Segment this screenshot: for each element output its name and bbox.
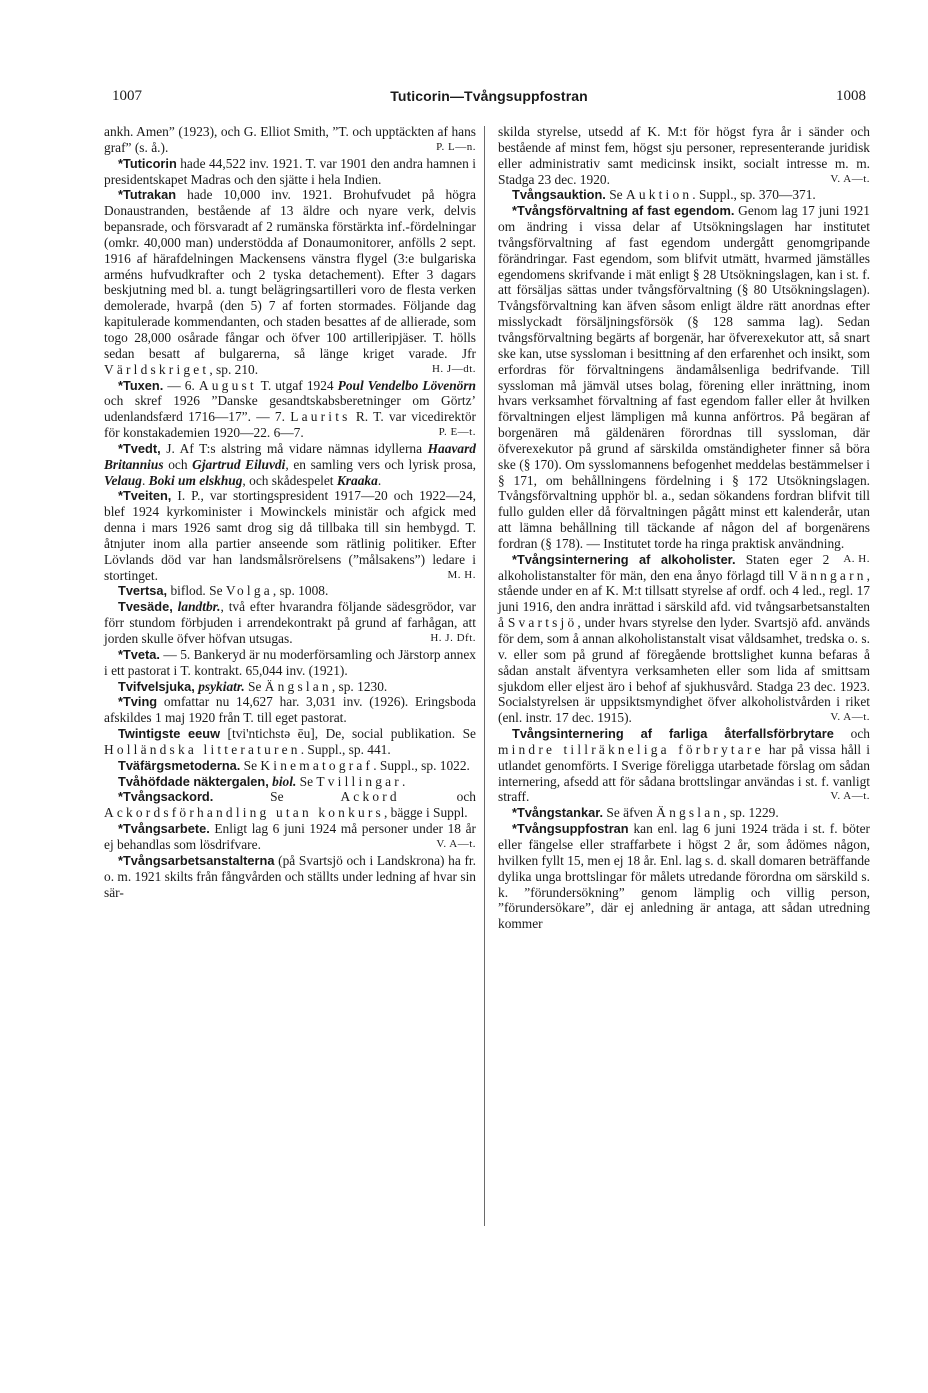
entry-tvangsforvaltning: *Tvångsförvaltning af fast egendom. Genom lag 17 juni 1921 om ändring i vissa delar af Utsökningslagen har institutet tvångsförvaltning af fast egendom undergått genomgripande förändringar. Fast egendom, som blifvit utmätt, hvarmed jämställes egendomens skrifvande i mät enligt § 28 Utsökningslagen, kan i st. f. att försäljas sättas under tvångsförvaltning (§ 80 Utsökningslagen). Tvångsförvaltning kan äfven såsom enligt äldre rätt anordnas efter misslyckadt försäljningsförsök (§ 128 samma lag). Sedan tvångsförvaltning begärts af borgenär, har öfverexekutor att, så snart ske kan, utse syssloman i besittning af den erfarenhet och insikt, som erfordras för förvaltningens ändamålsenliga bedrifvande. Till syssloman må jämväl utses bolag, förening eller inrättning, inom hvars verksamhet förvaltning af fast egendom faller eller åt hvilken förvaltningen eljest lämpligen må kunna anförtros. På begäran af borgenären må gäldenären förordnas till syssloman, där öfverexekutor på grund af särskilda omständigheter finner så böra ske (§ 170). Om sysslomannens befogenhet meddelas bestämmelser i § 171, om behållningens fördelning i § 172 Utsökningslagen. Tvångsförvaltning upphör bl. a., sedan sökandens fordran blifvit till fullo gulden eller då förvaltningen pågått minst ett kalenderår, utan att lämna behållning till täckande af någon del af borgenärens fordran (§ 178). — Institutet torde ha ringa praktisk användning. A. H. (498, 203, 870, 552)
author-signature: A. H. (843, 552, 870, 565)
entry-tvangsinternering-aterfallsforbrytare: Tvångsinternering af farliga återfallsförbrytare och mindre tillräkneliga förbrytare har på vissa håll i utlandet genomförts. I Sverige föreligga utarbetade förslag om sådan internering, afsedd att för sådana brottslingar användas i st. f. vanligt straff. V. A—t. (498, 726, 870, 805)
author-signature: V. A—t. (830, 711, 870, 724)
headword: *Tveiten, (118, 488, 172, 504)
headword: *Tvångsarbete. (118, 821, 210, 837)
author-signature: V. A—t. (436, 837, 476, 850)
entry-tuticorin: *Tuticorin hade 44,522 inv. 1921. T. var 1901 den andra hamnen i presidentskapet Madras och den sjätte i hela Indien. (104, 155, 476, 187)
page-header (112, 88, 866, 112)
headword: *Tutrakan (118, 187, 177, 203)
headword: Tvåhöfdade näktergalen, (118, 773, 269, 789)
entry-tutrakan: *Tutrakan hade 10,000 inv. 1921. Brohufvudet på högra Donaustranden, bestående af 13 äldre och nyare verk, delvis bepansrade, och försvaradt af 2 rumänska förstärkta inf.-fördelningar (omkr. 40,000 man) understödda af Donaumonitorer, anfölls 2 sept. 1916 af härafdelningen Mackensens vänstra flygel (3:e bulgariska arméns hufvudkrafter och 2 tyska detachement). Efter 3 dagars beskjutning med bl. a. tungt belägringsartilleri voro de flesta verken demolerade, hvarpå (den 5) 7 af forten stormades. Följande dag kapitulerade kommendanten, och staden besattes af de allierade, som togo 28,000 osårade fångar och öfver 100 artilleripjäser. T. hölls sedan besatt af bulgarerna, så länge kriget varade. Jfr Världskriget, sp. 210. H. J—dt. (104, 187, 476, 377)
headword: Tvesäde, (118, 599, 173, 615)
headword: Tvifvelsjuka, (118, 678, 195, 694)
right-column (498, 124, 870, 932)
entry-tvertsa: Tvertsa, biflod. Se Volga, sp. 1008. (118, 583, 329, 599)
author-signature: P. L—n. (436, 140, 476, 153)
headword: *Tuxen. (118, 377, 164, 393)
entry-tvangsackord: *Tvångsackord. Se Ackord och Ackordsförhandling utan konkurs, bägge i Suppl. (104, 789, 476, 821)
left-column (104, 124, 476, 900)
entry-tvahofdade-naktergalen: Tvåhöfdade näktergalen, biol. Se Tvillingar. (118, 773, 406, 789)
headword: *Tving (118, 694, 158, 710)
headword: *Tvedt, (118, 440, 161, 456)
entry-twintigste-eeuw: Twintigste eeuw [tvi'ntichstə ēu], De, social publikation. Se Holländska litteraturen. Suppl., sp. 441. (104, 726, 476, 757)
entry-tveiten: *Tveiten, I. P., var stortingspresident 1917—20 och 1922—24, blef 1924 kyrkominister i Mowinckels ministär och afgick med denna i mars 1926 samt drog sig då tillbaka till sin hembygd. T. åtnjuter inom alla partier anseende som rätlinig politiker. Efter Lövlands död var han landsmålsrörelsens (”målsakens”) ledare i stortinget. M. H. (104, 488, 476, 583)
headword: *Tveta. (118, 646, 160, 662)
headword: Tväfärgsmetoderna. (118, 757, 241, 773)
author-signature: V. A—t. (830, 172, 870, 185)
entry-tuxen: *Tuxen. — 6. August T. utgaf 1924 Poul Vendelbo Lövenörn och skref 1926 ”Danske gesandtskabsberetninger om Görtz’ udenlandsfærd 1716—17”. — 7. Laurits R. T. var vicedirektör för konstakademien 1920—22. 6—7. P. E—t. (104, 377, 476, 441)
headword: Tvertsa, (118, 583, 168, 599)
headword: Tvångsinternering af farliga återfallsförbrytare (512, 726, 834, 742)
author-signature: H. J—dt. (431, 362, 476, 375)
entry-tving: *Tving omfattar nu 14,627 har. 3,031 inv. (1926). Eringsboda afskildes 1 maj 1920 från T. till eget pastorat. (104, 694, 476, 726)
entry-continued: ankh. Amen” (1923), och G. Elliot Smith, ”T. och upptäckten af hans graf” (s. å.). P. L—n. (104, 124, 476, 155)
entry-tvangsauktion: Tvångsauktion. Se Auktion. Suppl., sp. 370—371. (512, 187, 816, 203)
headword: *Tvångsinternering af alkoholister. (512, 551, 736, 567)
author-signature: M. H. (447, 568, 476, 581)
headword: *Tvångsarbetsanstalterna (118, 852, 275, 868)
entry-tvangsinternering-alkoholister: *Tvångsinternering af alkoholister. Staten eger 2 alkoholistanstalter för män, den ena ånyo förlagd till Vänngarn, stående under en af K. M:t tillsatt styrelse af ordf. och 4 led., regl. 17 juni 1916, den andra inrättad i särskild afd. vid tvångsarbetsanstalten å Svartsjö, under hvars styrelse den lyder. Svartsjö afd. används för dem, som å annan alkoholistanstalt visat våldsamhet, tredska o. s. v. eller som på grund af föregående brottslighet kunna befaras å sådan anstalt äfventyra verksamheten eller som lida af smittsam sjukdom eller eljest äro i behof af sjukhusvård. Stadga 23 dec. 1923. Socialstyrelsen är uppsiktsmyndighet öfver alkoholistvården i riket (enl. instr. 17 dec. 1915). V. A—t. (498, 551, 871, 726)
headword: Twintigste eeuw (118, 726, 221, 742)
running-title: Tuticorin—Tvångsuppfostran (390, 88, 588, 104)
entry-tvangsuppfostran: *Tvångsuppfostran kan enl. lag 6 juni 1924 träda i st. f. böter eller fängelse eller straffarbete i högst 2 år, som ådömes någon, hvilken fyllt 15, men ej 18 år. Enl. lag s. d. skall domaren beträffande dylika unga brottslingar för målets utredande förordna om särskild s. k. ”förundersökning” genom lämplig och villig person, ”förundersökare”, där ej anledning är antaga, att sådan utredning kommer (498, 821, 870, 932)
author-signature: H. J. Dft. (430, 632, 476, 644)
entry-continued: skilda styrelse, utsedd af K. M:t för högst fyra år i sänder och bestående af minst fem, högst sju personer, representerande juridisk eller administrativ samt medicinsk insikt, socialt intresse m. m. Stadga 23 dec. 1920. V. A—t. (498, 124, 870, 187)
headword: Tvångsauktion. (512, 187, 606, 203)
page-number-right: 1008 (836, 88, 866, 104)
entry-tvangsarbete: *Tvångsarbete. Enligt lag 6 juni 1924 må personer under 18 år ej behandlas som lösdrifvare. V. A—t. (104, 821, 476, 852)
headword: *Tvångstankar. (512, 805, 604, 821)
entry-tvesade: Tvesäde, landtbr., två efter hvarandra följande sädesgrödor, var förr stundom förbjuden i arrendekontrakt på grund af farhågan, att jorden skulle öfver höfvan utsugas. H. J. Dft. (104, 599, 476, 646)
entry-tvafargsmetoderna: Tväfärgsmetoderna. Se Kinematograf. Suppl., sp. 1022. (118, 757, 470, 773)
headword: *Tuticorin (118, 155, 177, 171)
entry-tvangstankar: *Tvångstankar. Se äfven Ängslan, sp. 1229. (512, 805, 779, 821)
headword: *Tvångsuppfostran (512, 821, 629, 837)
entry-tvangsarbetsanstalterna: *Tvångsarbetsanstalterna (på Svartsjö och i Landskrona) ha fr. o. m. 1921 skilts från fångvården och ställts under ledning af hvar sin sär- (104, 852, 476, 900)
entry-tvedt: *Tvedt, J. Af T:s alstring må vidare nämnas idyllerna Haavard Britannius och Gjartrud Eiluvdi, en samling vers och lyrisk prosa, Velaug. Boki um elskhug, och skådespelet Kraaka. (104, 440, 476, 488)
author-signature: V. A—t. (830, 790, 870, 803)
column-divider (484, 126, 485, 1226)
headword: *Tvångsackord. (118, 789, 214, 805)
entry-tvifvelsjuka: Tvifvelsjuka, psykiatr. Se Ängslan, sp. 1230. (118, 678, 388, 694)
headword: *Tvångsförvaltning af fast egendom. (512, 203, 735, 219)
author-signature: P. E—t. (438, 426, 476, 439)
page-number-left: 1007 (112, 88, 142, 104)
entry-tveta: *Tveta. — 5. Bankeryd är nu moderförsamling och Järstorp annex i ett pastorat i T. kontrakt. 65,044 inv. (1921). (104, 646, 476, 678)
